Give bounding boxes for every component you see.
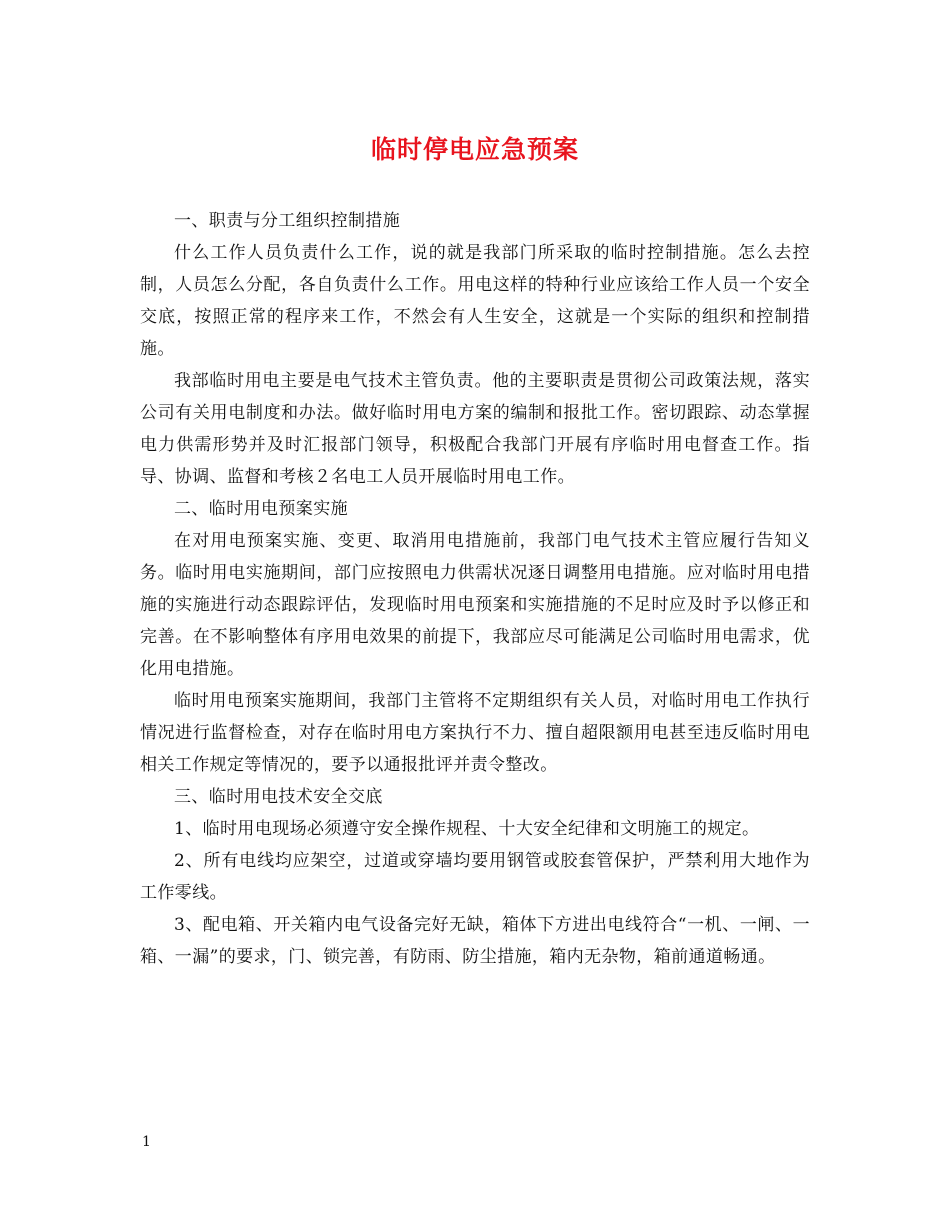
paragraph: 在对用电预案实施、变更、取消用电措施前，我部门电气技术主管应履行告知义务。临时用电实施期间，部门应按照电力供需状况逐日调整用电措施。应对临时用电措施的实施进行动态跟踪评估，发现临时用电预案和实施措施的不足时应及时予以修正和完善。在不影响整体有序用电效果的前提下，我部应尽可能满足公司临时用电需求，优化用电措施。 — [140, 531, 810, 679]
paragraph: 临时用电预案实施期间，我部门主管将不定期组织有关人员，对临时用电工作执行情况进行监督检查，对存在临时用电方案执行不力、擅自超限额用电甚至违反临时用电相关工作规定等情况的，要予以通报批评并责令整改。 — [140, 691, 810, 775]
document-title: 临时停电应急预案 — [370, 135, 579, 164]
list-item: 1、临时用电现场必须遵守安全操作规程、十大安全纪律和文明施工的规定。 — [174, 819, 760, 839]
document-body — [140, 205, 810, 973]
page-number: 1 — [142, 1134, 151, 1150]
section-heading-2: 二、临时用电预案实施 — [174, 499, 348, 519]
section-heading-1: 一、职责与分工组织控制措施 — [174, 211, 401, 231]
paragraph: 我部临时用电主要是电气技术主管负责。他的主要职责是贯彻公司政策法规，落实公司有关用电制度和办法。做好临时用电方案的编制和报批工作。密切跟踪、动态掌握电力供需形势并及时汇报部门领导，积极配合我部门开展有序临时用电督查工作。指导、协调、监督和考核２名电工人员开展临时用电工作。 — [140, 371, 810, 487]
list-item: 3、配电箱、开关箱内电气设备完好无缺，箱体下方进出电线符合“一机、一闸、一箱、一漏”的要求，门、锁完善，有防雨、防尘措施，箱内无杂物，箱前通道畅通。 — [140, 915, 810, 967]
section-heading-3: 三、临时用电技术安全交底 — [174, 787, 383, 807]
paragraph: 什么工作人员负责什么工作，说的就是我部门所采取的临时控制措施。怎么去控制，人员怎么分配，各自负责什么工作。用电这样的特种行业应该给工作人员一个安全交底，按照正常的程序来工作，不然会有人生安全，这就是一个实际的组织和控制措施。 — [140, 243, 810, 359]
list-item: 2、所有电线均应架空，过道或穿墙均要用钢管或胶套管保护，严禁利用大地作为工作零线。 — [140, 851, 810, 903]
